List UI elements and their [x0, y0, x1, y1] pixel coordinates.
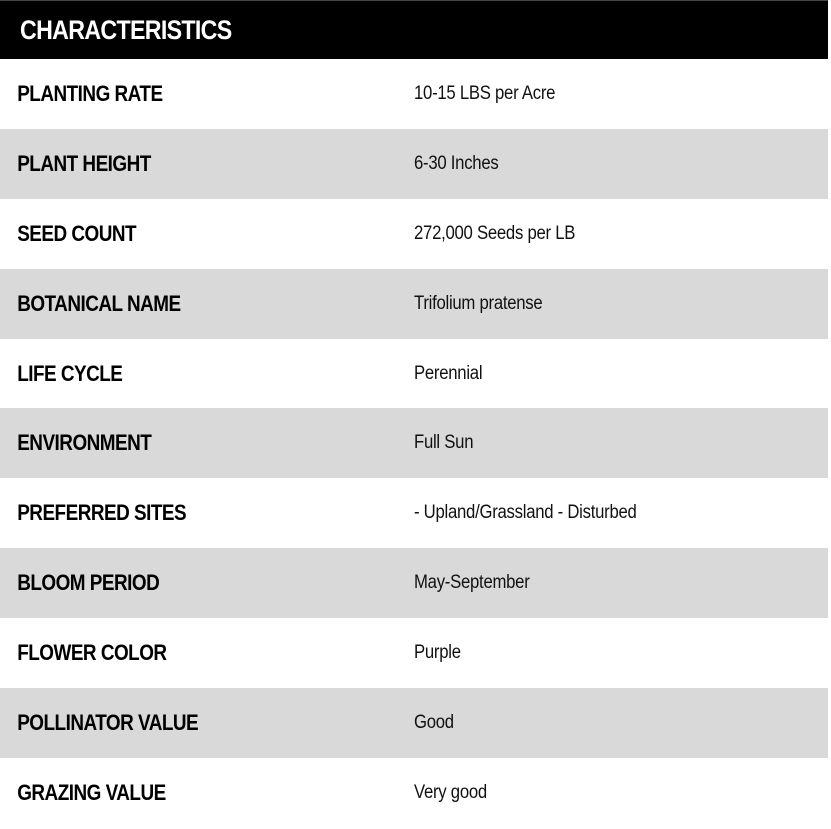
table-body [0, 59, 828, 828]
table-title: CHARACTERISTICS [20, 14, 232, 45]
table-row-environment [0, 408, 828, 478]
row-value: 272,000 Seeds per LB [414, 222, 576, 244]
table-row-bloom-period [0, 548, 828, 618]
table-row-life-cycle [0, 339, 828, 409]
row-value: Full Sun [414, 432, 474, 454]
row-label: BLOOM PERIOD [17, 570, 160, 596]
row-label: ENVIRONMENT [17, 430, 152, 456]
row-label: SEED COUNT [17, 220, 137, 246]
table-row-plant-height [0, 129, 828, 199]
table-header [0, 0, 828, 59]
table-row-pollinator-value [0, 688, 828, 758]
row-value: Good [414, 711, 454, 733]
table-row-planting-rate [0, 59, 828, 129]
row-value: Very good [414, 781, 487, 803]
row-value: 10-15 LBS per Acre [414, 82, 556, 104]
row-value: Purple [414, 642, 461, 664]
row-value: May-September [414, 572, 530, 594]
row-value: Perennial [414, 362, 483, 384]
row-label: GRAZING VALUE [17, 779, 166, 805]
table-row-botanical-name [0, 269, 828, 339]
row-value: Trifolium pratense [414, 292, 543, 314]
row-label: BOTANICAL NAME [17, 290, 181, 316]
table-row-preferred-sites [0, 478, 828, 548]
row-value: 6-30 Inches [414, 152, 499, 174]
row-label: LIFE CYCLE [17, 360, 123, 386]
row-value: - Upland/Grassland - Disturbed [414, 502, 637, 524]
row-label: PLANTING RATE [17, 80, 163, 106]
row-label: PREFERRED SITES [17, 500, 187, 526]
table-row-grazing-value [0, 758, 828, 828]
row-label: PLANT HEIGHT [17, 150, 151, 176]
table-row-flower-color [0, 618, 828, 688]
row-label: POLLINATOR VALUE [17, 709, 199, 735]
row-label: FLOWER COLOR [17, 640, 167, 666]
table-row-seed-count [0, 199, 828, 269]
